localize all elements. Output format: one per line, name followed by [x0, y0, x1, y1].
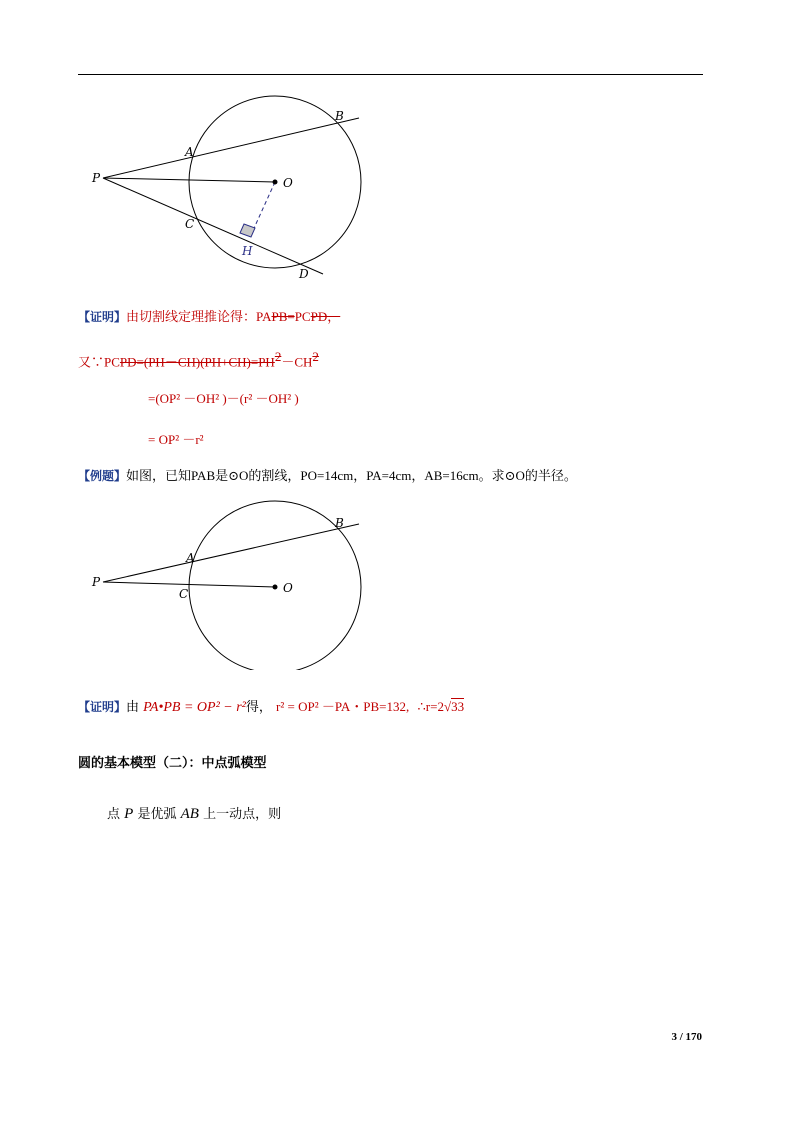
- proof1-line2: [78, 348, 319, 372]
- proof2-de: 得，: [245, 699, 272, 714]
- right-angle-mark: [240, 224, 255, 237]
- proof1-step4: = OP² －r²: [148, 432, 204, 447]
- proof1-expansion: PD=(PH－CH)(PH+CH)=PH: [119, 354, 275, 370]
- proof2-coef: 2: [437, 699, 444, 714]
- center-dot: [273, 180, 278, 185]
- para-text-2: 是优弧: [137, 807, 177, 822]
- proof2-result: r² = OP² －PA・PB=132,: [276, 699, 410, 714]
- proof1-eq-b: PB=: [271, 309, 295, 324]
- secant-pab: [103, 524, 359, 582]
- example-text: 如图，已知PAB是⊙O的割线，PO=14cm，PA=4cm，AB=16cm。求⊙O的半径。: [126, 468, 577, 483]
- proof2-tag: 【证明】: [78, 700, 127, 714]
- minus-ch: －CH: [281, 354, 313, 370]
- proof2-radicand: 33: [451, 699, 465, 714]
- proof1-eq-a: PA: [256, 309, 272, 324]
- proof1-eq-d: PD，: [310, 309, 341, 324]
- proof2-therefore: ∴r=: [417, 699, 438, 714]
- example-line: [78, 467, 577, 486]
- para-text-3: 上一动点，则: [203, 807, 282, 822]
- label-a: A: [186, 551, 195, 565]
- label-p: P: [92, 575, 101, 589]
- label-c: C: [185, 217, 195, 231]
- proof1-line3: [148, 390, 299, 409]
- para-var-ab: AB: [180, 806, 199, 822]
- section-heading: 圆的基本模型（二）：中点弧模型: [78, 756, 267, 771]
- proof1-text: 由切割线定理推论得：: [126, 309, 257, 324]
- label-b: B: [335, 516, 344, 530]
- page-number: 3 / 170: [671, 1031, 702, 1043]
- secant-pab: [103, 118, 359, 178]
- label-d: D: [299, 267, 309, 281]
- secant-diagram-2: [80, 500, 380, 670]
- label-a: A: [185, 145, 194, 159]
- label-c: C: [179, 587, 189, 601]
- proof2-line: 【证明】由 PA•PB = OP² − r²得， r² = OP² －PA・PB=132, ∴r=2√33: [78, 699, 465, 715]
- because-text: 又∵: [78, 354, 105, 370]
- proof1-line4: [148, 431, 204, 450]
- proof2-by: 由: [126, 699, 140, 714]
- proof1-eq-c: PC: [294, 309, 311, 324]
- label-b: B: [335, 109, 344, 123]
- center-dot: [273, 585, 278, 590]
- label-o: O: [283, 581, 293, 595]
- paragraph: [107, 803, 281, 823]
- proof1-step3: =(OP² －OH² )－(r² －OH² ): [148, 391, 299, 406]
- para-text-1: 点: [107, 807, 121, 822]
- pc-text: PC: [104, 354, 120, 370]
- proof1-line1: [78, 308, 340, 327]
- label-o: O: [283, 176, 293, 190]
- secant-diagram-1: [80, 90, 380, 290]
- header-rule: [78, 74, 703, 75]
- label-h: H: [242, 244, 253, 258]
- example-tag: 【例题】: [78, 469, 127, 483]
- label-p: P: [92, 171, 101, 185]
- exp2: 2: [312, 349, 319, 364]
- secant-pcd: [103, 178, 323, 274]
- exp1: 2: [274, 349, 282, 364]
- proof-tag: 【证明】: [78, 310, 127, 324]
- proof2-formula: PA•PB = OP² − r²: [143, 700, 246, 715]
- para-var-p: P: [124, 806, 134, 822]
